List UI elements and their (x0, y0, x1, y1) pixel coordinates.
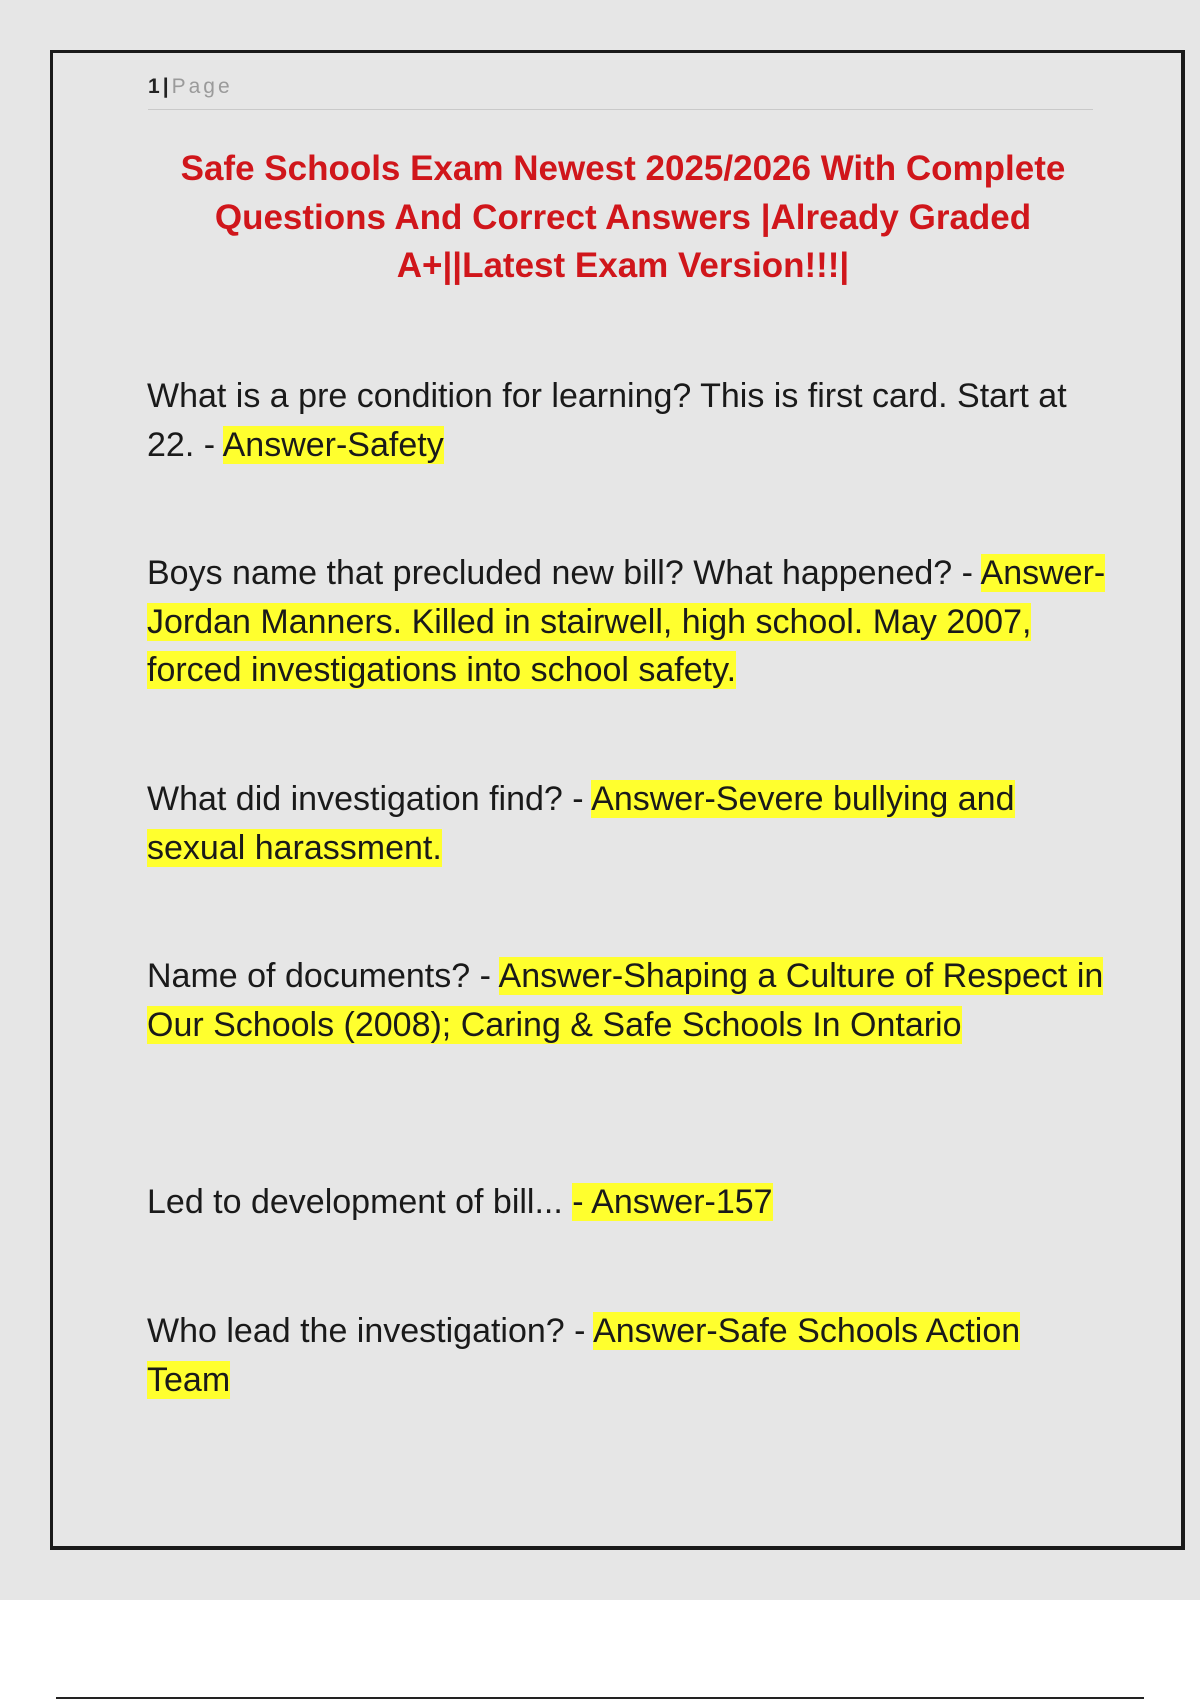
title-line-1: Safe Schools Exam Newest 2025/2026 With Complete (180, 149, 1066, 188)
answer-highlight: Answer-Safety (222, 425, 444, 464)
title-line-3: A+||Latest Exam Version!!!| (396, 246, 850, 285)
answer-highlight: Answer-Safe Schools Action Team (147, 1312, 1021, 1399)
question: Led to development of bill... (147, 1183, 573, 1221)
page-number: 1 (148, 75, 160, 98)
question: What did investigation find? - (147, 780, 592, 818)
page-label: Page (171, 75, 233, 98)
qa-item-6 (147, 1307, 1107, 1404)
question: Who lead the investigation? - (147, 1312, 594, 1350)
answer-highlight: Answer-Jordan Manners. Killed in stairwell, high school. May 2007, forced investigations into school safety. (147, 554, 1106, 689)
question: Boys name that precluded new bill? What happened? - (147, 554, 981, 592)
next-page-divider (56, 1697, 1144, 1699)
document-page (50, 50, 1185, 1550)
document-title (123, 145, 1123, 291)
answer-highlight: - Answer-157 (572, 1183, 773, 1221)
qa-item-5 (147, 1178, 1107, 1227)
qa-item-2 (147, 549, 1107, 695)
title-line-2: Questions And Correct Answers |Already Graded (214, 197, 1032, 237)
answer-highlight: Answer-Severe bullying and sexual harassment. (147, 780, 1015, 867)
question: What is a pre condition for learning? This is first card. Start at 22. - (147, 377, 1067, 464)
page-separator: | (162, 75, 169, 98)
qa-item-1 (147, 372, 1107, 469)
page-header (148, 75, 1093, 110)
question: Name of documents? - (147, 957, 499, 995)
qa-item-3 (147, 775, 1107, 872)
answer-highlight: Answer-Shaping a Culture of Respect in Our Schools (2008); Caring & Safe Schools In Ontario (147, 957, 1104, 1044)
qa-item-4 (147, 952, 1107, 1049)
